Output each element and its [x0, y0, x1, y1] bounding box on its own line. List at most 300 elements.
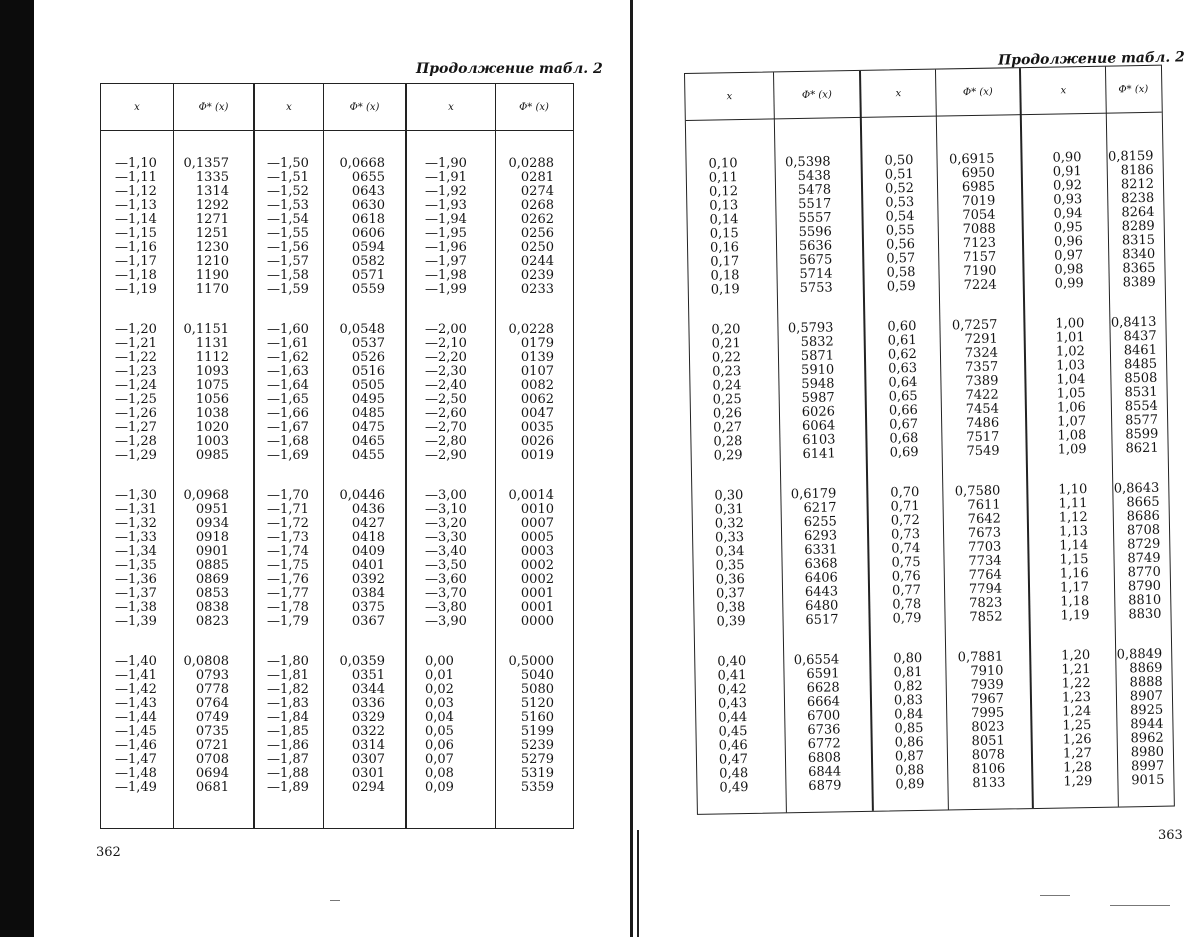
x-value: —1,93 [425, 198, 467, 213]
phi-value: 1314 [195, 184, 229, 199]
table-row-group [775, 155, 862, 296]
table-row-group [1025, 317, 1111, 458]
x-value: —3,20 [425, 516, 467, 531]
phi-value: 5596 [798, 224, 832, 241]
x-value: —1,28 [115, 434, 157, 449]
phi-value: 1271 [195, 212, 229, 227]
phi-value: 8599 [1125, 426, 1159, 443]
x-value: —1,51 [267, 170, 309, 185]
x-value: —1,95 [425, 226, 467, 241]
phi-value: 0655 [351, 170, 385, 185]
x-value: 0,27 [713, 420, 743, 436]
x-value: 0,89 [895, 776, 925, 793]
x-value: —1,56 [267, 240, 309, 255]
x-column [253, 84, 323, 828]
table-row-group [865, 320, 941, 461]
x-value: —1,96 [425, 240, 467, 255]
x-value: 1,03 [1056, 358, 1086, 374]
phi-value: 1335 [195, 170, 229, 185]
phi-value: 0274 [520, 184, 554, 199]
x-value: —1,29 [115, 448, 157, 463]
table-row-group [255, 157, 323, 297]
phi-value: 0721 [195, 738, 229, 753]
x-value: 0,20 [711, 322, 741, 338]
phi-value: 0,0808 [183, 654, 229, 669]
x-value: 0,39 [716, 614, 746, 630]
x-value: 0,91 [1052, 164, 1082, 180]
phi-value: 7995 [970, 705, 1005, 722]
phi-value: 8554 [1124, 398, 1159, 415]
phi-value: 8485 [1123, 356, 1158, 373]
phi-value: 0516 [351, 364, 385, 379]
x-value: —2,20 [425, 350, 467, 365]
book-binding-shadow [0, 0, 34, 937]
phi-value: 0885 [195, 558, 229, 573]
phi-value: 8051 [971, 733, 1005, 750]
phi-value: 0244 [520, 254, 554, 269]
x-value: 0,95 [1053, 220, 1083, 236]
phi-column [935, 68, 1032, 809]
x-value: —1,86 [267, 738, 309, 753]
phi-column [323, 84, 405, 828]
phi-value: 0010 [520, 502, 554, 517]
x-value: —3,00 [425, 488, 467, 503]
phi-value: 0,5398 [784, 154, 831, 171]
x-value: 0,14 [709, 212, 739, 228]
phi-value: 1038 [195, 406, 229, 421]
x-column [685, 72, 786, 813]
x-value: 0,59 [886, 278, 916, 295]
phi-value: 1170 [195, 282, 229, 297]
x-value: 0,06 [425, 738, 454, 753]
phi-column [773, 71, 872, 812]
x-value: —1,43 [115, 696, 157, 711]
phi-value: 0985 [195, 448, 229, 463]
phi-value: 0427 [351, 516, 385, 531]
page-number: 363 [1158, 828, 1183, 843]
x-value: —1,35 [115, 558, 157, 573]
column-header: Φ* (x) [519, 101, 549, 113]
phi-value: 8212 [1120, 176, 1155, 193]
table-row-group [778, 321, 865, 462]
x-value: —1,17 [115, 254, 157, 269]
x-value: 0,64 [888, 374, 918, 391]
x-value: 0,17 [710, 254, 740, 270]
phi-value: 8264 [1121, 204, 1155, 221]
x-value: —1,45 [115, 724, 157, 739]
x-value: 1,10 [1058, 482, 1088, 498]
x-value: 0,65 [888, 388, 918, 405]
phi-value: 5478 [797, 182, 832, 199]
phi-value: 0392 [351, 572, 385, 587]
x-value: 1,18 [1060, 594, 1090, 610]
phi-value: 8023 [971, 719, 1005, 736]
x-value: 0,32 [714, 516, 744, 532]
x-value: —1,87 [267, 752, 309, 767]
x-value: 1,23 [1061, 689, 1092, 706]
x-value: 1,15 [1059, 552, 1089, 568]
phi-value: 0764 [195, 696, 229, 711]
x-value: 1,04 [1056, 372, 1086, 388]
x-value: 0,13 [709, 198, 739, 214]
x-value: 0,02 [425, 682, 454, 697]
phi-value: 7764 [968, 567, 1002, 584]
x-value: —3,30 [425, 530, 467, 545]
phi-value: 1075 [195, 378, 229, 393]
x-value: 0,42 [717, 682, 747, 698]
column-header: Φ* (x) [198, 101, 229, 113]
x-value: 1,01 [1055, 330, 1085, 346]
column-header: Φ* (x) [801, 88, 832, 101]
table-row-group [695, 654, 785, 796]
phi-value: 7823 [969, 595, 1003, 612]
x-value: —3,90 [425, 614, 467, 629]
phi-value: 6331 [804, 542, 838, 558]
x-value: 0,61 [887, 332, 917, 349]
phi-value: 8749 [1127, 550, 1161, 567]
x-value: 0,83 [893, 692, 924, 709]
phi-value: 0082 [520, 378, 554, 393]
column-header: x [448, 101, 454, 113]
phi-value: 0,0014 [508, 488, 554, 503]
table-row-group [689, 322, 779, 464]
x-column [859, 70, 948, 811]
x-value: —1,63 [267, 364, 309, 379]
x-value: 0,70 [890, 484, 920, 501]
table-row-group [101, 655, 173, 795]
phi-value: 8238 [1121, 190, 1155, 207]
phi-value: 0455 [351, 448, 385, 463]
table-continuation-title: Продолжение табл. 2 [997, 49, 1185, 69]
phi-value: 0,1357 [183, 156, 229, 171]
x-value: 0,29 [713, 448, 743, 464]
phi-value: 0336 [351, 696, 385, 711]
phi-value: 0901 [195, 544, 229, 559]
phi-value: 8289 [1121, 218, 1155, 235]
x-value: —1,30 [115, 488, 157, 503]
x-value: 0,90 [1052, 150, 1082, 166]
phi-value: 6736 [807, 722, 841, 738]
phi-value: 8869 [1129, 660, 1163, 677]
table-continuation-title: Продолжение табл. 2 [416, 61, 603, 77]
phi-value: 8944 [1130, 716, 1164, 733]
phi-value: 1131 [195, 336, 229, 351]
x-value: 1,05 [1056, 386, 1086, 402]
x-value: 0,60 [887, 318, 917, 335]
x-value: 0,81 [893, 664, 923, 681]
x-value: 0,87 [894, 748, 925, 765]
normal-distribution-table [100, 83, 574, 829]
column-header: x [286, 101, 292, 113]
x-value: 0,94 [1053, 206, 1083, 222]
phi-value: 0107 [520, 364, 554, 379]
phi-value: 8186 [1120, 162, 1154, 179]
phi-value: 0409 [351, 544, 385, 559]
x-value: —3,80 [425, 600, 467, 615]
x-value: —3,10 [425, 502, 467, 517]
table-row-group [1031, 649, 1117, 790]
x-value: —2,60 [425, 406, 467, 421]
table-row-group [101, 489, 173, 629]
phi-value: 8078 [971, 747, 1006, 764]
phi-value: 0401 [351, 558, 385, 573]
x-value: 0,28 [713, 434, 743, 450]
x-value: —1,97 [425, 254, 467, 269]
x-value: —1,61 [267, 336, 309, 351]
x-value: —1,81 [267, 668, 309, 683]
table-row-group [943, 484, 1028, 625]
x-value: 0,69 [889, 444, 919, 461]
phi-value: 5359 [520, 780, 554, 795]
x-value: —1,34 [115, 544, 157, 559]
x-value: 0,92 [1052, 178, 1083, 194]
x-value: 0,96 [1053, 234, 1084, 250]
phi-value: 8106 [971, 761, 1006, 778]
x-value: 1,13 [1058, 524, 1089, 540]
phi-value: 0778 [195, 682, 229, 697]
x-value: 0,85 [894, 720, 924, 737]
x-value: —1,83 [267, 696, 309, 711]
x-value: —1,49 [115, 780, 157, 795]
book-gutter-fold [637, 830, 639, 937]
phi-value: 1210 [195, 254, 229, 269]
phi-value: 7486 [965, 415, 1000, 432]
phi-value: 5239 [520, 738, 554, 753]
phi-value: 6879 [808, 778, 842, 794]
phi-value: 0294 [351, 780, 385, 795]
table-row-group [324, 323, 405, 463]
phi-value: 0281 [520, 170, 554, 185]
phi-value: 7549 [966, 443, 1000, 460]
phi-value: 5987 [801, 390, 835, 406]
phi-column [495, 84, 572, 828]
x-value: 0,63 [888, 360, 918, 377]
table-row-group [937, 152, 1022, 293]
phi-value: 1251 [195, 226, 229, 241]
phi-value: 0001 [520, 600, 554, 615]
x-column [405, 84, 495, 828]
phi-value: 8997 [1130, 758, 1165, 775]
phi-value: 6591 [806, 666, 840, 682]
phi-value: 5438 [797, 168, 831, 185]
phi-value: 0559 [351, 282, 385, 297]
x-value: 0,56 [885, 236, 916, 253]
table-row-group [496, 489, 572, 629]
phi-value: 0,7580 [954, 483, 1001, 500]
phi-value: 0582 [351, 254, 385, 269]
table-row-group [862, 154, 938, 295]
x-value: —1,47 [115, 752, 157, 767]
phi-value: 5557 [798, 210, 832, 227]
phi-value: 0,0288 [508, 156, 554, 171]
column-header: x [1060, 84, 1067, 96]
phi-value: 0179 [520, 336, 554, 351]
x-value: —1,71 [267, 502, 309, 517]
table-row-group [1110, 316, 1166, 457]
phi-value: 0268 [520, 198, 554, 213]
x-value: —1,15 [115, 226, 157, 241]
x-value: —1,60 [267, 322, 309, 337]
phi-value: 5040 [520, 668, 554, 683]
phi-value: 8621 [1125, 440, 1159, 457]
x-value: —1,52 [267, 184, 309, 199]
phi-value: 7517 [966, 429, 1000, 446]
phi-value: 0708 [195, 752, 229, 767]
x-value: 1,14 [1059, 538, 1089, 554]
x-value: 0,67 [889, 416, 919, 433]
phi-value: 6406 [804, 570, 838, 586]
phi-value: 0,8643 [1113, 480, 1160, 497]
phi-column [173, 84, 253, 828]
phi-value: 8980 [1130, 744, 1165, 761]
phi-value: 8888 [1129, 674, 1163, 691]
x-value: —1,27 [115, 420, 157, 435]
x-value: 0,46 [718, 737, 748, 754]
phi-value: 7157 [963, 249, 997, 266]
x-value: 1,25 [1062, 717, 1092, 734]
x-value: 0,12 [708, 184, 739, 200]
phi-value: 0139 [520, 350, 554, 365]
phi-value: 6700 [807, 708, 841, 724]
x-value: —1,23 [115, 364, 157, 379]
x-value: 0,38 [716, 600, 746, 616]
phi-value: 0,5793 [787, 320, 834, 337]
phi-value: 7734 [968, 553, 1002, 570]
x-value: —1,75 [267, 558, 309, 573]
x-value: —1,72 [267, 516, 309, 531]
x-value: —1,53 [267, 198, 309, 213]
x-value: —1,40 [115, 654, 157, 669]
x-value: 0,40 [717, 654, 747, 670]
x-value: —1,74 [267, 544, 309, 559]
x-value: 0,01 [425, 668, 454, 683]
x-value: 0,99 [1054, 276, 1084, 292]
x-value: —1,99 [425, 282, 467, 297]
phi-value: 0418 [351, 530, 385, 545]
phi-value: 5160 [520, 710, 554, 725]
phi-value: 7088 [962, 221, 996, 238]
phi-value: 0003 [520, 544, 554, 559]
x-value: 0,10 [708, 156, 738, 172]
x-value: 1,26 [1062, 731, 1092, 748]
phi-value: 5199 [520, 724, 554, 739]
phi-value: 1003 [195, 434, 229, 449]
x-value: 0,35 [715, 558, 745, 574]
x-value: —1,54 [267, 212, 309, 227]
table-row-group [871, 652, 947, 793]
x-value: —3,50 [425, 558, 467, 573]
phi-value: 0630 [351, 198, 385, 213]
x-value: —1,73 [267, 530, 309, 545]
x-value: —1,91 [425, 170, 467, 185]
x-value: —1,32 [115, 516, 157, 531]
phi-value: 0250 [520, 240, 554, 255]
x-value: 1,07 [1057, 414, 1087, 430]
x-value: 0,23 [712, 364, 742, 380]
x-value: 0,33 [714, 530, 745, 546]
phi-value: 0618 [351, 212, 385, 227]
x-value: —2,00 [425, 322, 467, 337]
x-value: 0,00 [425, 654, 454, 669]
table-row-group [174, 157, 253, 297]
x-value: 0,78 [892, 596, 922, 613]
phi-value: 7611 [967, 497, 1001, 514]
phi-value: 6064 [801, 418, 836, 434]
x-value: 0,53 [885, 195, 915, 211]
table-row-group [407, 323, 495, 463]
phi-value: 0694 [195, 766, 229, 781]
book-gutter [630, 0, 633, 937]
phi-value: 0000 [520, 614, 554, 629]
phi-value: 0951 [195, 502, 229, 517]
x-value: 0,26 [712, 406, 743, 422]
table-row-group [1113, 482, 1169, 623]
x-value: —1,70 [267, 488, 309, 503]
phi-value: 0571 [351, 268, 385, 283]
table-row-group [174, 655, 253, 795]
phi-value: 0329 [351, 710, 385, 725]
x-value: 0,52 [884, 181, 915, 197]
phi-value: 0537 [351, 336, 385, 351]
x-value: —1,65 [267, 392, 309, 407]
phi-value: 0,5000 [508, 654, 554, 669]
x-value: 1,09 [1057, 442, 1087, 458]
x-value: 1,16 [1059, 566, 1089, 582]
phi-value: 5910 [800, 362, 835, 379]
x-value: —1,46 [115, 738, 157, 753]
phi-value: 1292 [195, 198, 229, 213]
x-value: 0,58 [886, 264, 916, 281]
x-value: —1,38 [115, 600, 157, 615]
x-value: 1,27 [1062, 745, 1093, 762]
table-row-group [255, 489, 323, 629]
phi-value: 5120 [520, 696, 554, 711]
x-value: —2,50 [425, 392, 467, 407]
table-row-group [1107, 150, 1163, 291]
table-row-group [781, 487, 868, 628]
phi-value: 7224 [963, 277, 997, 294]
x-value: —1,92 [425, 184, 467, 199]
x-value: —2,90 [425, 448, 467, 463]
x-value: —1,33 [115, 530, 157, 545]
phi-value: 7422 [965, 387, 999, 404]
x-column [101, 84, 173, 828]
phi-value: 5636 [798, 238, 833, 255]
x-value: —1,21 [115, 336, 157, 351]
phi-value: 8531 [1124, 384, 1158, 401]
phi-value: 6844 [808, 764, 842, 780]
phi-value: 6950 [961, 165, 995, 182]
phi-value: 0793 [195, 668, 229, 683]
x-value: 0,51 [884, 167, 914, 183]
phi-value: 0606 [351, 226, 385, 241]
column-header: x [726, 90, 733, 102]
phi-value: 0233 [520, 282, 554, 297]
x-value: 0,75 [891, 554, 921, 571]
x-value: —1,58 [267, 268, 309, 283]
phi-value: 0,6179 [790, 486, 837, 503]
x-value: —1,64 [267, 378, 309, 393]
phi-value: 6141 [802, 446, 836, 462]
phi-value: 8665 [1126, 494, 1160, 511]
x-value: 0,76 [891, 568, 921, 585]
phi-column [1105, 66, 1173, 807]
phi-value: 8907 [1129, 688, 1164, 705]
x-value: 0,49 [719, 779, 749, 796]
phi-value: 5080 [520, 682, 554, 697]
x-value: 0,11 [708, 170, 738, 186]
phi-value: 0505 [351, 378, 385, 393]
